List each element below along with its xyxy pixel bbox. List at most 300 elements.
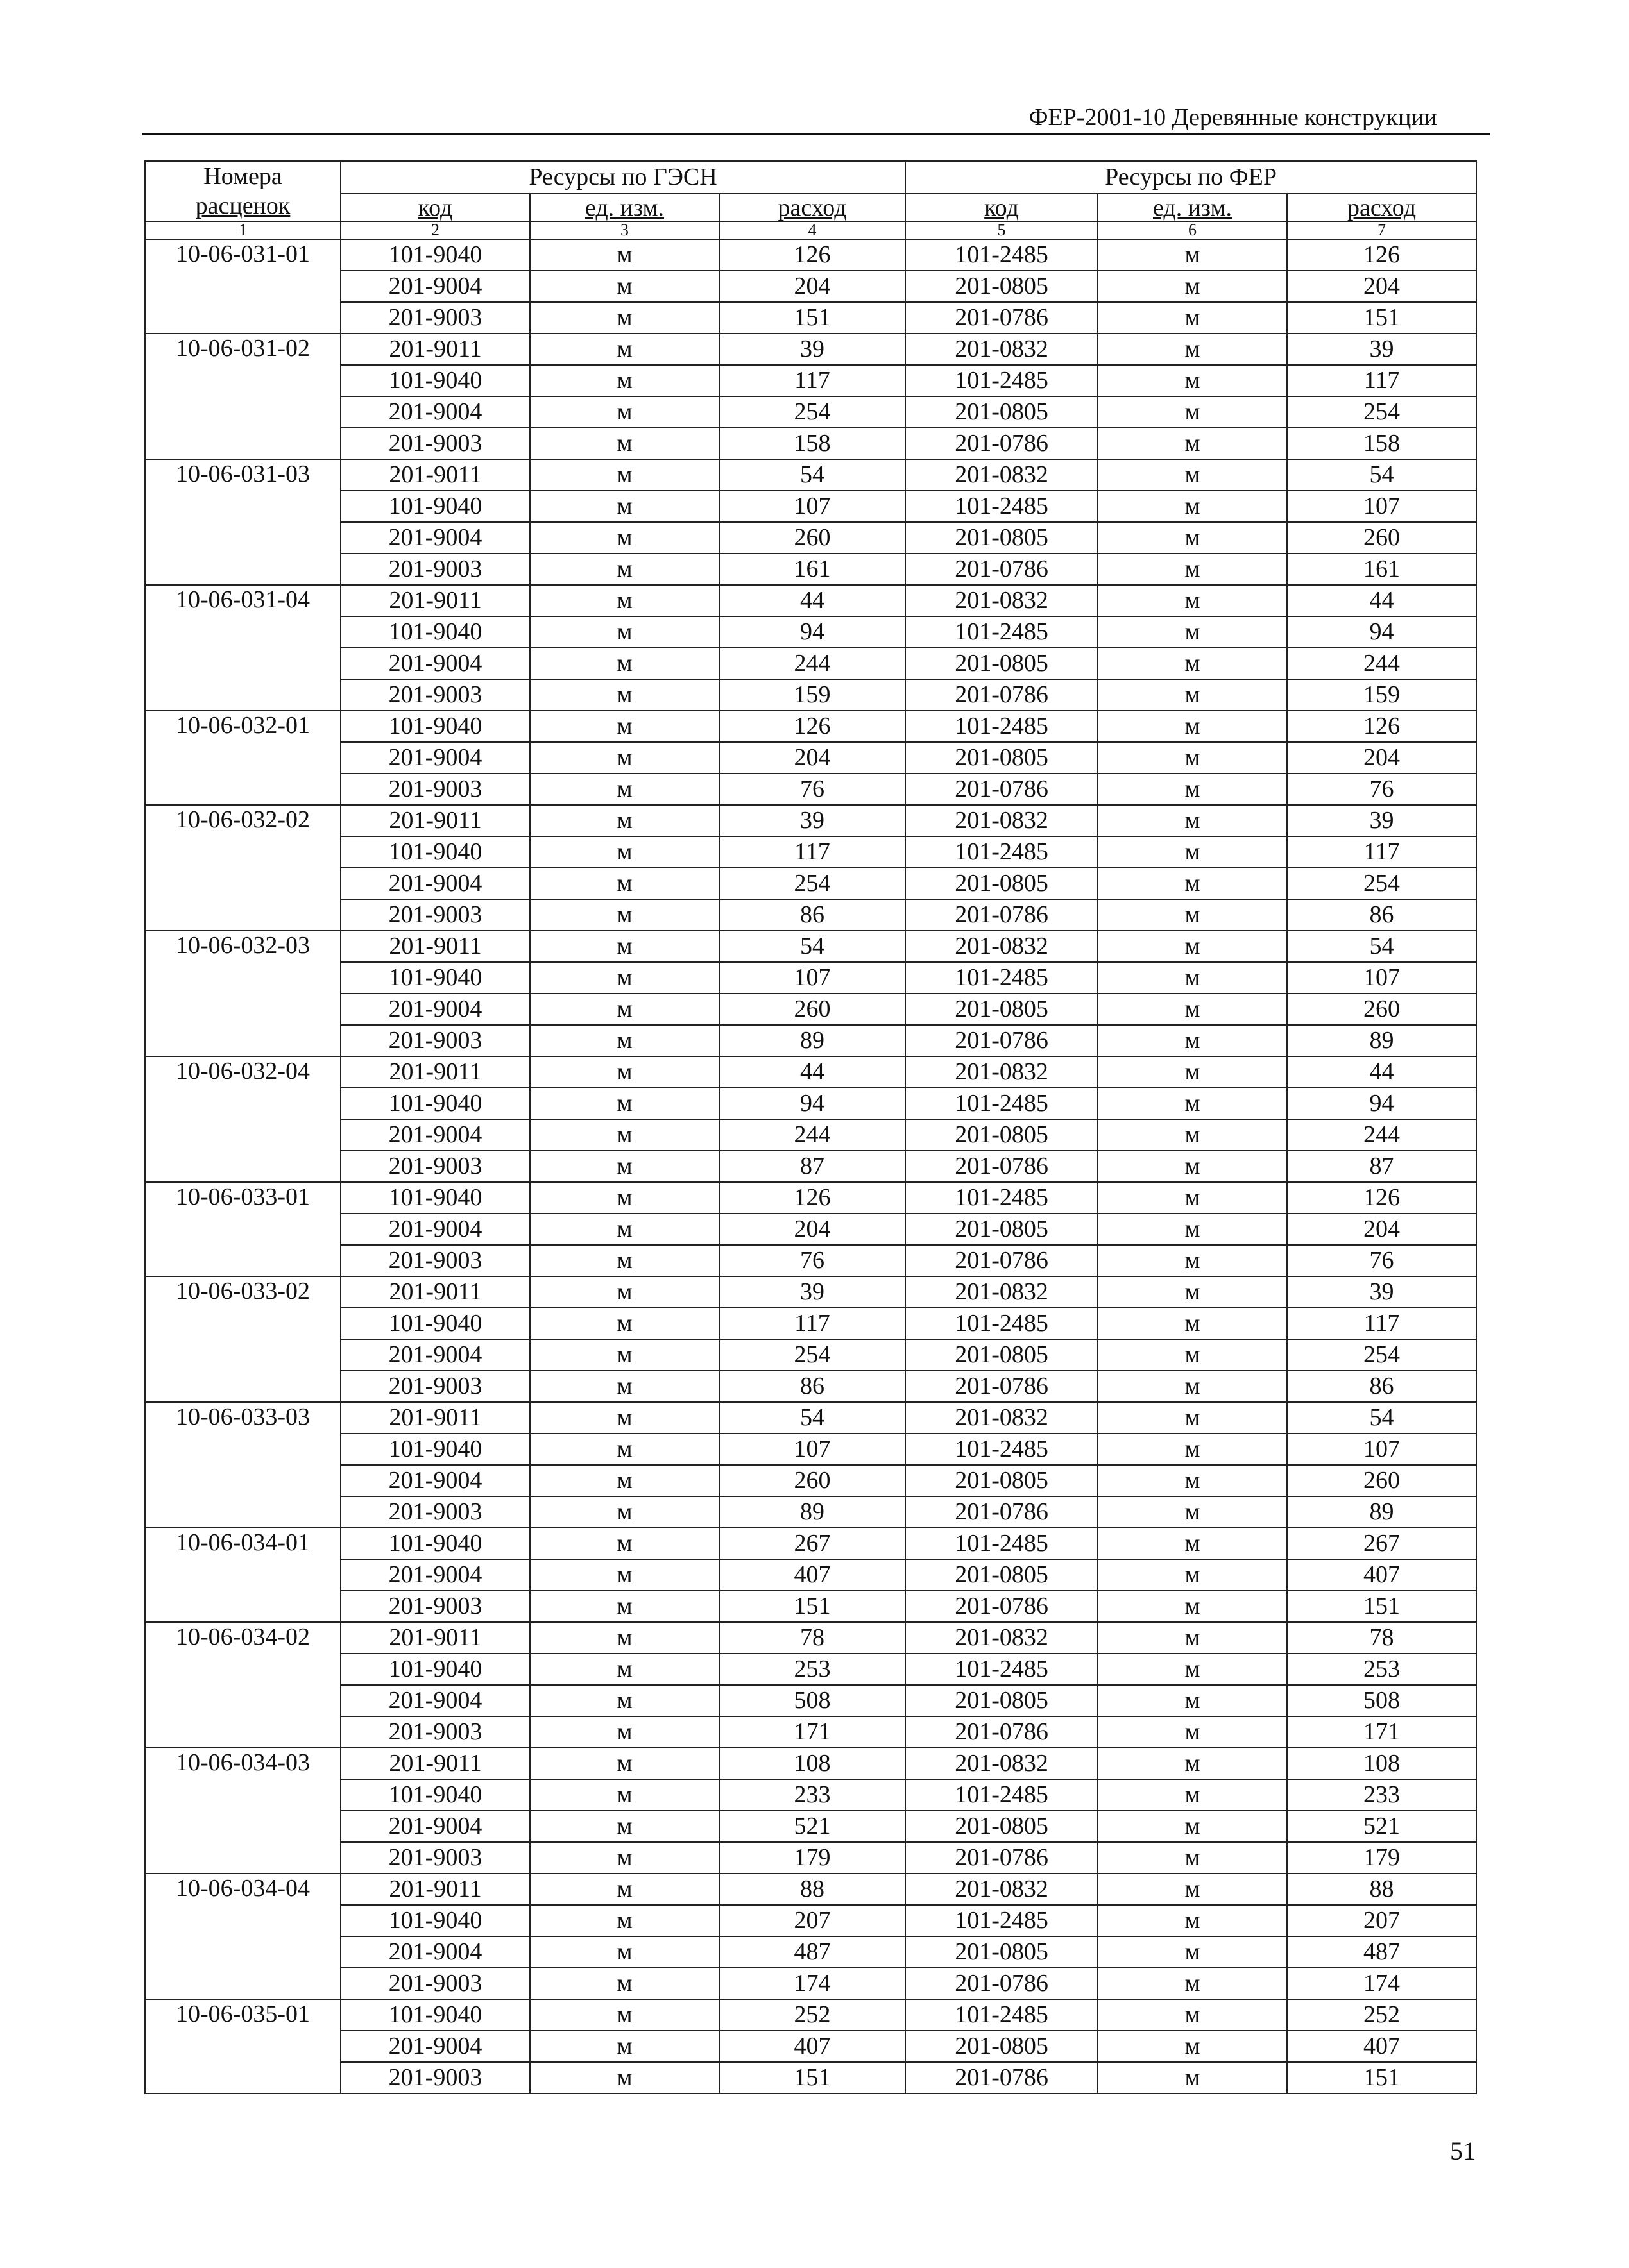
- fer-code-cell: 201-0832: [905, 931, 1098, 962]
- gesn-unit-cell: м: [530, 2031, 719, 2062]
- gesn-unit-cell: м: [530, 1842, 719, 1874]
- fer-unit-cell: м: [1098, 271, 1287, 302]
- column-number-row: [145, 221, 1476, 239]
- fer-code-cell: 201-0786: [905, 1245, 1098, 1276]
- rate-header-line2: расценок: [195, 192, 291, 219]
- gesn-unit-cell: м: [530, 1182, 719, 1214]
- gesn-code-cell: 201-9004: [341, 522, 530, 554]
- rate-number-cell: 10-06-033-03: [145, 1402, 341, 1528]
- fer-code-cell: 201-0786: [905, 428, 1098, 459]
- fer-amount-cell: 54: [1287, 931, 1476, 962]
- gesn-amount-cell: 126: [719, 711, 905, 742]
- gesn-unit-cell: м: [530, 1434, 719, 1465]
- fer-unit-cell: м: [1098, 239, 1287, 271]
- fer-unit-cell: м: [1098, 1339, 1287, 1371]
- fer-unit-cell: м: [1098, 1936, 1287, 1968]
- rate-number-cell: 10-06-031-04: [145, 585, 341, 711]
- table-row: [145, 1025, 1476, 1056]
- table-row: [145, 334, 1476, 365]
- gesn-unit-cell: м: [530, 1654, 719, 1685]
- table-row: [145, 1779, 1476, 1811]
- rate-number-cell: 10-06-032-04: [145, 1056, 341, 1182]
- table-row: [145, 1371, 1476, 1402]
- fer-amount-cell: 204: [1287, 1214, 1476, 1245]
- gesn-unit-cell: м: [530, 1622, 719, 1654]
- fer-unit-cell: м: [1098, 1214, 1287, 1245]
- gesn-amount-cell: 117: [719, 1308, 905, 1339]
- gesn-code-cell: 201-9011: [341, 1622, 530, 1654]
- gesn-amount-cell: 89: [719, 1496, 905, 1528]
- gesn-unit-cell: м: [530, 899, 719, 931]
- gesn-amount-cell: 39: [719, 334, 905, 365]
- gesn-amount-cell: 44: [719, 1056, 905, 1088]
- gesn-code-cell: 201-9003: [341, 554, 530, 585]
- gesn-code-cell: 201-9003: [341, 1968, 530, 1999]
- table-row: [145, 1056, 1476, 1088]
- rate-number-cell: 10-06-034-04: [145, 1874, 341, 1999]
- table-row: [145, 1842, 1476, 1874]
- gesn-unit-cell: м: [530, 616, 719, 648]
- gesn-amount-cell: 117: [719, 365, 905, 396]
- fer-amount-cell: 207: [1287, 1905, 1476, 1936]
- fer-unit-cell: м: [1098, 1999, 1287, 2031]
- gesn-unit-cell: м: [530, 522, 719, 554]
- gesn-amount-cell: 86: [719, 1371, 905, 1402]
- gesn-code-cell: 201-9011: [341, 1056, 530, 1088]
- gesn-unit-cell: м: [530, 868, 719, 899]
- fer-amount-cell: 407: [1287, 2031, 1476, 2062]
- gesn-amount-cell: 487: [719, 1936, 905, 1968]
- table-row: [145, 1088, 1476, 1119]
- gesn-unit-cell: м: [530, 1056, 719, 1088]
- gesn-unit-cell: м: [530, 1748, 719, 1779]
- fer-unit-cell: м: [1098, 1968, 1287, 1999]
- gesn-unit-cell: м: [530, 1685, 719, 1716]
- table-row: [145, 805, 1476, 836]
- fer-code-cell: 201-0805: [905, 396, 1098, 428]
- table-row: [145, 1528, 1476, 1559]
- fer-unit-cell: м: [1098, 679, 1287, 711]
- gesn-code-cell: 201-9004: [341, 1936, 530, 1968]
- fer-amount-cell: 54: [1287, 1402, 1476, 1434]
- fer-amount-cell: 254: [1287, 868, 1476, 899]
- fer-code-cell: 201-0786: [905, 1968, 1098, 1999]
- table-row: [145, 302, 1476, 334]
- gesn-amount-cell: 254: [719, 396, 905, 428]
- fer-unit-cell: м: [1098, 396, 1287, 428]
- gesn-amount-cell: 521: [719, 1811, 905, 1842]
- fer-unit-cell: м: [1098, 1371, 1287, 1402]
- fer-amount-cell: 158: [1287, 428, 1476, 459]
- fer-unit-cell: м: [1098, 648, 1287, 679]
- gesn-unit-cell: м: [530, 648, 719, 679]
- fer-unit-cell: м: [1098, 2062, 1287, 2094]
- table-row: [145, 679, 1476, 711]
- gesn-unit-cell: м: [530, 1811, 719, 1842]
- gesn-unit-cell: м: [530, 365, 719, 396]
- fer-code-cell: 201-0832: [905, 459, 1098, 491]
- rate-number-cell: 10-06-035-01: [145, 1999, 341, 2094]
- fer-code-cell: 201-0805: [905, 1559, 1098, 1591]
- gesn-code-cell: 201-9011: [341, 1874, 530, 1905]
- gesn-amount-cell: 207: [719, 1905, 905, 1936]
- gesn-amount-cell: 204: [719, 1214, 905, 1245]
- gesn-amount-cell: 78: [719, 1622, 905, 1654]
- gesn-unit-cell: м: [530, 1245, 719, 1276]
- gesn-unit-header: ед. изм.: [530, 194, 719, 221]
- fer-unit-cell: м: [1098, 1496, 1287, 1528]
- gesn-amount-cell: 233: [719, 1779, 905, 1811]
- table-row: [145, 396, 1476, 428]
- gesn-code-cell: 201-9003: [341, 1716, 530, 1748]
- fer-code-cell: 201-0832: [905, 1402, 1098, 1434]
- gesn-unit-cell: м: [530, 491, 719, 522]
- fer-unit-cell: м: [1098, 774, 1287, 805]
- fer-code-cell: 201-0805: [905, 2031, 1098, 2062]
- running-header-title: ФЕР-2001-10 Деревянные конструкции: [1028, 104, 1437, 131]
- fer-code-cell: 201-0832: [905, 1874, 1098, 1905]
- gesn-code-cell: 201-9004: [341, 1685, 530, 1716]
- fer-unit-cell: м: [1098, 334, 1287, 365]
- fer-code-cell: 201-0805: [905, 1119, 1098, 1151]
- fer-unit-cell: м: [1098, 1402, 1287, 1434]
- fer-unit-cell: м: [1098, 1874, 1287, 1905]
- gesn-unit-cell: м: [530, 711, 719, 742]
- fer-code-cell: 201-0805: [905, 868, 1098, 899]
- table-row: [145, 1402, 1476, 1434]
- rate-header-line1: Номера: [203, 163, 282, 190]
- gesn-amount-cell: 107: [719, 1434, 905, 1465]
- gesn-code-cell: 201-9003: [341, 302, 530, 334]
- gesn-amount-cell: 126: [719, 1182, 905, 1214]
- gesn-amount-cell: 44: [719, 585, 905, 616]
- fer-code-cell: 201-0805: [905, 994, 1098, 1025]
- table-row: [145, 239, 1476, 271]
- fer-amount-cell: 117: [1287, 836, 1476, 868]
- gesn-code-cell: 101-9040: [341, 1999, 530, 2031]
- fer-amount-cell: 174: [1287, 1968, 1476, 1999]
- table-row: [145, 962, 1476, 994]
- fer-amount-cell: 107: [1287, 1434, 1476, 1465]
- table-subheader-row: [145, 194, 1476, 221]
- table-row: [145, 1936, 1476, 1968]
- table-row: [145, 1276, 1476, 1308]
- gesn-code-cell: 201-9011: [341, 1402, 530, 1434]
- table-row: [145, 1434, 1476, 1465]
- fer-unit-cell: м: [1098, 1528, 1287, 1559]
- gesn-code-cell: 201-9003: [341, 1245, 530, 1276]
- gesn-unit-cell: м: [530, 459, 719, 491]
- fer-code-cell: 201-0786: [905, 1591, 1098, 1622]
- fer-amount-cell: 108: [1287, 1748, 1476, 1779]
- gesn-code-cell: 101-9040: [341, 1654, 530, 1685]
- gesn-amount-cell: 87: [719, 1151, 905, 1182]
- fer-code-cell: 101-2485: [905, 1905, 1098, 1936]
- fer-code-cell: 201-0832: [905, 334, 1098, 365]
- fer-amount-cell: 78: [1287, 1622, 1476, 1654]
- fer-unit-cell: м: [1098, 1559, 1287, 1591]
- gesn-unit-cell: м: [530, 428, 719, 459]
- fer-amount-cell: 117: [1287, 1308, 1476, 1339]
- gesn-code-cell: 101-9040: [341, 491, 530, 522]
- fer-amount-cell: 86: [1287, 1371, 1476, 1402]
- gesn-code-cell: 201-9011: [341, 805, 530, 836]
- fer-code-cell: 101-2485: [905, 616, 1098, 648]
- rate-number-cell: 10-06-034-02: [145, 1622, 341, 1748]
- table-row: [145, 1654, 1476, 1685]
- fer-group-header: Ресурсы по ФЕР: [905, 161, 1476, 194]
- fer-unit-cell: м: [1098, 428, 1287, 459]
- fer-unit-cell: м: [1098, 1748, 1287, 1779]
- table-header-row: [145, 161, 1476, 194]
- gesn-amount-cell: 161: [719, 554, 905, 585]
- gesn-unit-cell: м: [530, 1276, 719, 1308]
- fer-code-cell: 201-0805: [905, 1214, 1098, 1245]
- rate-number-cell: 10-06-032-03: [145, 931, 341, 1056]
- fer-code-cell: 101-2485: [905, 491, 1098, 522]
- gesn-code-cell: 201-9004: [341, 2031, 530, 2062]
- fer-unit-cell: м: [1098, 522, 1287, 554]
- rate-number-cell: 10-06-031-03: [145, 459, 341, 585]
- gesn-amount-cell: 151: [719, 2062, 905, 2094]
- fer-amount-cell: 89: [1287, 1025, 1476, 1056]
- gesn-amount-cell: 254: [719, 868, 905, 899]
- fer-unit-cell: м: [1098, 868, 1287, 899]
- gesn-code-cell: 201-9011: [341, 585, 530, 616]
- table-row: [145, 1339, 1476, 1371]
- gesn-amount-cell: 39: [719, 805, 905, 836]
- gesn-code-cell: 101-9040: [341, 1308, 530, 1339]
- fer-code-cell: 101-2485: [905, 1088, 1098, 1119]
- fer-unit-cell: м: [1098, 616, 1287, 648]
- table-row: [145, 836, 1476, 868]
- gesn-amount-cell: 204: [719, 271, 905, 302]
- fer-code-cell: 201-0832: [905, 1622, 1098, 1654]
- gesn-code-cell: 101-9040: [341, 1528, 530, 1559]
- fer-unit-cell: м: [1098, 1779, 1287, 1811]
- fer-code-cell: 201-0832: [905, 585, 1098, 616]
- fer-code-cell: 201-0786: [905, 1716, 1098, 1748]
- table-row: [145, 711, 1476, 742]
- fer-amount-cell: 204: [1287, 271, 1476, 302]
- gesn-amount-cell: 254: [719, 1339, 905, 1371]
- fer-amount-cell: 107: [1287, 962, 1476, 994]
- fer-code-cell: 201-0786: [905, 302, 1098, 334]
- gesn-unit-cell: м: [530, 774, 719, 805]
- gesn-unit-cell: м: [530, 1591, 719, 1622]
- fer-amount-cell: 88: [1287, 1874, 1476, 1905]
- fer-unit-cell: м: [1098, 1434, 1287, 1465]
- rate-number-cell: 10-06-033-01: [145, 1182, 341, 1276]
- fer-unit-cell: м: [1098, 962, 1287, 994]
- gesn-unit-cell: м: [530, 1779, 719, 1811]
- gesn-code-cell: 101-9040: [341, 365, 530, 396]
- gesn-unit-cell: м: [530, 1119, 719, 1151]
- gesn-unit-cell: м: [530, 1874, 719, 1905]
- fer-unit-cell: м: [1098, 1465, 1287, 1496]
- gesn-unit-cell: м: [530, 302, 719, 334]
- gesn-code-cell: 201-9003: [341, 774, 530, 805]
- gesn-unit-cell: м: [530, 1496, 719, 1528]
- fer-code-cell: 101-2485: [905, 1528, 1098, 1559]
- fer-amount-cell: 254: [1287, 396, 1476, 428]
- fer-unit-cell: м: [1098, 931, 1287, 962]
- fer-unit-cell: м: [1098, 302, 1287, 334]
- gesn-unit-cell: м: [530, 1465, 719, 1496]
- gesn-amount-cell: 407: [719, 2031, 905, 2062]
- gesn-code-cell: 201-9004: [341, 396, 530, 428]
- gesn-code-cell: 201-9003: [341, 679, 530, 711]
- rate-number-cell: 10-06-033-02: [145, 1276, 341, 1402]
- gesn-unit-cell: м: [530, 805, 719, 836]
- table-row: [145, 1591, 1476, 1622]
- gesn-code-cell: 101-9040: [341, 1779, 530, 1811]
- gesn-amount-cell: 253: [719, 1654, 905, 1685]
- table-row: [145, 648, 1476, 679]
- gesn-code-cell: 101-9040: [341, 1088, 530, 1119]
- gesn-unit-cell: м: [530, 1968, 719, 1999]
- table-row: [145, 1748, 1476, 1779]
- table-row: [145, 428, 1476, 459]
- gesn-code-cell: 201-9003: [341, 1842, 530, 1874]
- fer-unit-cell: м: [1098, 1245, 1287, 1276]
- table-row: [145, 1559, 1476, 1591]
- table-row: [145, 1716, 1476, 1748]
- fer-unit-cell: м: [1098, 994, 1287, 1025]
- gesn-unit-cell: м: [530, 1151, 719, 1182]
- gesn-amount-cell: 179: [719, 1842, 905, 1874]
- gesn-unit-cell: м: [530, 239, 719, 271]
- gesn-amount-cell: 171: [719, 1716, 905, 1748]
- fer-amount-cell: 253: [1287, 1654, 1476, 1685]
- table-row: [145, 1496, 1476, 1528]
- table-row: [145, 774, 1476, 805]
- table-row: [145, 1245, 1476, 1276]
- fer-code-cell: 201-0786: [905, 1151, 1098, 1182]
- fer-unit-cell: м: [1098, 1276, 1287, 1308]
- fer-amount-cell: 76: [1287, 774, 1476, 805]
- column-number: 7: [1287, 221, 1476, 239]
- table-row: [145, 742, 1476, 774]
- gesn-code-cell: 101-9040: [341, 962, 530, 994]
- fer-unit-cell: м: [1098, 742, 1287, 774]
- gesn-amount-cell: 252: [719, 1999, 905, 2031]
- fer-amount-cell: 126: [1287, 239, 1476, 271]
- gesn-code-cell: 101-9040: [341, 616, 530, 648]
- gesn-code-cell: 101-9040: [341, 836, 530, 868]
- fer-amount-cell: 54: [1287, 459, 1476, 491]
- gesn-amount-cell: 86: [719, 899, 905, 931]
- fer-code-cell: 101-2485: [905, 1434, 1098, 1465]
- gesn-code-cell: 201-9004: [341, 1119, 530, 1151]
- fer-code-cell: 201-0786: [905, 1842, 1098, 1874]
- fer-amount-cell: 44: [1287, 585, 1476, 616]
- table-row: [145, 1119, 1476, 1151]
- fer-code-cell: 201-0786: [905, 1025, 1098, 1056]
- column-number: 3: [530, 221, 719, 239]
- table-row: [145, 459, 1476, 491]
- gesn-unit-cell: м: [530, 1308, 719, 1339]
- fer-code-cell: 101-2485: [905, 836, 1098, 868]
- gesn-unit-cell: м: [530, 396, 719, 428]
- page-number: 51: [1450, 2137, 1476, 2165]
- gesn-amount-cell: 126: [719, 239, 905, 271]
- fer-code-cell: 201-0805: [905, 1685, 1098, 1716]
- fer-amount-cell: 94: [1287, 616, 1476, 648]
- fer-amount-cell: 107: [1287, 491, 1476, 522]
- fer-unit-cell: м: [1098, 459, 1287, 491]
- fer-amount-cell: 244: [1287, 1119, 1476, 1151]
- table-row: [145, 1622, 1476, 1654]
- fer-unit-cell: м: [1098, 1685, 1287, 1716]
- gesn-code-cell: 201-9011: [341, 459, 530, 491]
- gesn-unit-cell: м: [530, 1088, 719, 1119]
- gesn-unit-cell: м: [530, 1214, 719, 1245]
- gesn-code-cell: 201-9004: [341, 1559, 530, 1591]
- fer-amount-cell: 407: [1287, 1559, 1476, 1591]
- gesn-unit-cell: м: [530, 931, 719, 962]
- gesn-code-cell: 201-9004: [341, 868, 530, 899]
- fer-amount-cell: 89: [1287, 1496, 1476, 1528]
- fer-code-cell: 201-0832: [905, 805, 1098, 836]
- table-row: [145, 868, 1476, 899]
- gesn-code-header: код: [341, 194, 530, 221]
- fer-amount-cell: 233: [1287, 1779, 1476, 1811]
- fer-code-cell: 201-0786: [905, 1496, 1098, 1528]
- fer-amount-cell: 244: [1287, 648, 1476, 679]
- gesn-group-header: Ресурсы по ГЭСН: [341, 161, 905, 194]
- fer-code-cell: 101-2485: [905, 711, 1098, 742]
- gesn-code-cell: 201-9011: [341, 334, 530, 365]
- gesn-amount-cell: 107: [719, 491, 905, 522]
- fer-code-cell: 201-0786: [905, 554, 1098, 585]
- gesn-amount-cell: 260: [719, 994, 905, 1025]
- fer-code-header: код: [905, 194, 1098, 221]
- gesn-unit-cell: м: [530, 1371, 719, 1402]
- fer-unit-cell: м: [1098, 1025, 1287, 1056]
- fer-amount-cell: 76: [1287, 1245, 1476, 1276]
- fer-unit-cell: м: [1098, 1119, 1287, 1151]
- table-row: [145, 994, 1476, 1025]
- fer-unit-cell: м: [1098, 1182, 1287, 1214]
- fer-unit-cell: м: [1098, 491, 1287, 522]
- fer-code-cell: 201-0805: [905, 1936, 1098, 1968]
- table-row: [145, 1151, 1476, 1182]
- fer-code-cell: 101-2485: [905, 239, 1098, 271]
- gesn-unit-cell: м: [530, 334, 719, 365]
- gesn-amount-cell: 244: [719, 648, 905, 679]
- fer-amount-cell: 151: [1287, 302, 1476, 334]
- fer-amount-cell: 39: [1287, 334, 1476, 365]
- table-row: [145, 1214, 1476, 1245]
- fer-code-cell: 101-2485: [905, 1999, 1098, 2031]
- fer-amount-cell: 39: [1287, 805, 1476, 836]
- gesn-unit-cell: м: [530, 679, 719, 711]
- gesn-code-cell: 201-9011: [341, 1276, 530, 1308]
- fer-unit-cell: м: [1098, 1056, 1287, 1088]
- fer-amount-cell: 260: [1287, 994, 1476, 1025]
- fer-code-cell: 201-0805: [905, 742, 1098, 774]
- gesn-unit-cell: м: [530, 2062, 719, 2094]
- table-row: [145, 616, 1476, 648]
- gesn-code-cell: 201-9004: [341, 742, 530, 774]
- fer-amount-cell: 159: [1287, 679, 1476, 711]
- gesn-amount-cell: 260: [719, 522, 905, 554]
- fer-code-cell: 201-0786: [905, 774, 1098, 805]
- gesn-amount-cell: 107: [719, 962, 905, 994]
- table-row: [145, 1182, 1476, 1214]
- fer-code-cell: 201-0832: [905, 1748, 1098, 1779]
